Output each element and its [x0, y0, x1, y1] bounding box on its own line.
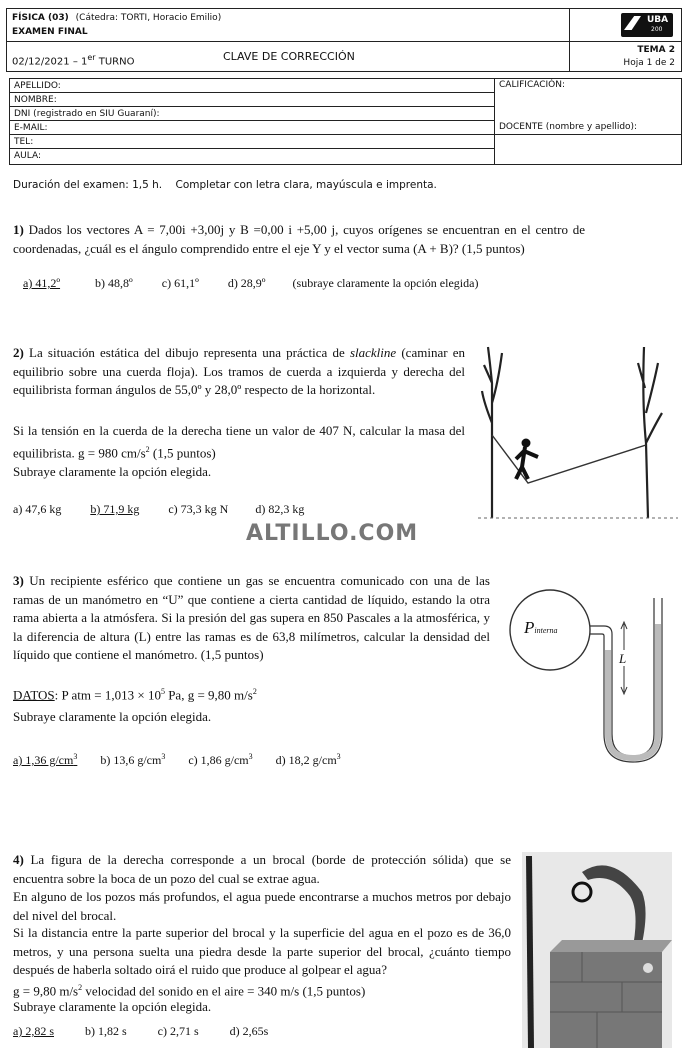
- q2-instruction: Subraye claramente la opción elegida.: [13, 464, 212, 479]
- instructions: Duración del examen: 1,5 h. Completar con letra clara, mayúscula e imprenta.: [13, 179, 437, 191]
- catedra: (Cátedra: TORTI, Horacio Emilio): [75, 13, 222, 23]
- field-calificacion[interactable]: CALIFICACIÓN:: [499, 80, 566, 90]
- u-tube-inner: [590, 598, 662, 762]
- right-tree: [638, 347, 662, 518]
- q3-unit-a: 3: [73, 752, 78, 761]
- question-2: [13, 344, 465, 400]
- question-1: [13, 221, 585, 258]
- field-dni[interactable]: DNI (registrado en SIU Guaraní):: [10, 107, 494, 121]
- brocal-top: [550, 940, 672, 952]
- field-tel[interactable]: TEL:: [10, 135, 494, 149]
- date-turno: [12, 53, 134, 67]
- field-nombre[interactable]: NOMBRE:: [10, 93, 494, 107]
- u-tube-outer: [590, 598, 654, 756]
- q3-option-b-text: b) 13,6 g/cm: [100, 753, 162, 767]
- course-name: FÍSICA (03): [12, 13, 69, 23]
- q1-number: 1): [13, 222, 24, 237]
- q4-text2: En alguno de los pozos más profundos, el agua puede encontrarse a muchos metros por debajo del nivel del brocal.: [13, 889, 511, 923]
- slackline-rope: [492, 435, 646, 483]
- datos-sup: 5: [160, 687, 165, 696]
- q3-option-c-text: c) 1,86 g/cm: [188, 753, 249, 767]
- question-3: [13, 572, 490, 665]
- q4-instruction: Subraye claramente la opción elegida.: [13, 999, 212, 1014]
- hoja: Hoja 1 de 2: [623, 58, 675, 68]
- q3-option-a-text: a) 1,36 g/cm: [13, 753, 74, 767]
- q3-option-d-text: d) 18,2 g/cm: [275, 753, 337, 767]
- field-docente[interactable]: DOCENTE (nombre y apellido):: [499, 122, 638, 132]
- q4-option-a[interactable]: a) 2,82 s: [13, 1024, 54, 1038]
- q2-option-b[interactable]: b) 71,9 kg: [90, 502, 140, 516]
- q3-unit-c: 3: [248, 752, 253, 761]
- q1-option-d[interactable]: d) 28,9º: [227, 276, 266, 290]
- exam-header: [6, 8, 682, 72]
- diagram-l-label: L: [619, 651, 627, 666]
- q4-options: [13, 1024, 268, 1039]
- logo-text: UBA: [647, 15, 669, 25]
- q2-options: [13, 502, 304, 517]
- q2-number: 2): [13, 345, 24, 360]
- q3-unit-d: 3: [336, 752, 341, 761]
- q3-option-d[interactable]: [276, 753, 341, 767]
- q4-text1: La figura de la derecha corresponde a un brocal (borde de protección sólida) que se encuentra sobre la boca de un pozo del cual se extrae agua.: [13, 852, 511, 886]
- field-aula[interactable]: AULA:: [14, 151, 41, 161]
- q3-option-c[interactable]: [188, 753, 252, 767]
- q2-text-em: slackline: [349, 345, 397, 360]
- q3-number: 3): [13, 573, 24, 588]
- left-tree: [482, 347, 502, 518]
- student-form: [9, 78, 682, 165]
- q2-text-a: La situación estática del dibujo representa una práctica de: [23, 345, 350, 360]
- q4-option-c[interactable]: c) 2,71 s: [157, 1024, 199, 1038]
- datos-sup2: 2: [252, 687, 257, 696]
- q3-instruction: Subraye claramente la opción elegida.: [13, 709, 212, 724]
- q1-option-b[interactable]: b) 48,8º: [95, 276, 133, 290]
- flower: [643, 963, 653, 973]
- q3-options: [13, 752, 341, 768]
- uba-logo: [621, 13, 673, 37]
- q1-option-c[interactable]: c) 61,1º: [161, 276, 199, 290]
- q1-text: Dados los vectores A = 7,00i +3,00j y B =0,00 i +5,00 j, cuyos orígenes se encuentran en el centro de coordenadas, ¿cuál es el ángulo comprendido entre el eje Y y el vector suma (A + B)? (1,5 puntos): [13, 222, 585, 256]
- q3-option-b[interactable]: [100, 753, 165, 767]
- q2-option-a[interactable]: a) 47,6 kg: [13, 502, 62, 516]
- exam-type: EXAMEN FINAL: [12, 27, 88, 37]
- q4-sound: velocidad del sonido en el aire = 340 m/s (1,5 puntos): [82, 983, 366, 999]
- q2-text2: Si la tensión en la cuerda de la derecha tiene un valor de 407 N, calcular la masa del equilibrista. g = 980 cm/s: [13, 423, 465, 460]
- q4-g: g = 9,80 m/s: [13, 983, 79, 999]
- walker-figure: [516, 439, 538, 479]
- tema: TEMA 2: [637, 45, 675, 55]
- well-photo: [522, 852, 672, 1048]
- q1-option-a[interactable]: a) 41,2º: [23, 276, 61, 290]
- q2-option-c[interactable]: c) 73,3 kg N: [168, 502, 229, 516]
- q4-sup: 2: [78, 983, 83, 992]
- p-symbol: P: [524, 618, 535, 637]
- q3-text: Un recipiente esférico que contiene un gas se encuentra comunicado con una de las ramas de un manómetro en “U” que contiene a cierta cantidad de líquido, estando la otra rama abierta a la atmósfera. Si la presión del gas supera en 850 Pascales a la atmosférica, y la diferencia de altura (L) entre las ramas es de 63,8 milímetros, calcular la densidad del líquido que contiene el manómetro. (1,5 puntos): [13, 573, 490, 663]
- p-subscript: interna: [534, 626, 558, 635]
- datos-label: DATOS: [13, 687, 55, 703]
- field-apellido[interactable]: APELLIDO:: [10, 79, 494, 93]
- datos-end: Pa, g = 9,80 m/s: [164, 687, 253, 703]
- q4-option-d[interactable]: d) 2,65s: [229, 1024, 269, 1038]
- diagram-p-label: [524, 618, 558, 638]
- logo-sub: 200: [651, 26, 663, 33]
- course-line: [12, 13, 221, 23]
- q2-option-d[interactable]: d) 82,3 kg: [255, 502, 305, 516]
- header-divider: [7, 41, 681, 42]
- slackline-illustration: [478, 343, 678, 523]
- turno: TURNO: [95, 56, 135, 68]
- q1-options: [23, 276, 563, 291]
- datos-text: : P atm = 1,013 × 10: [54, 687, 161, 703]
- q3-unit-b: 3: [161, 752, 166, 761]
- manometer-liquid: [605, 624, 661, 761]
- question-4: [13, 851, 511, 888]
- q2-statement: [13, 422, 465, 463]
- q3-option-a[interactable]: [13, 753, 77, 767]
- q3-datos: [13, 683, 257, 705]
- q1-note: (subraye claramente la opción elegida): [292, 276, 479, 290]
- watermark: ALTILLO.COM: [246, 521, 419, 546]
- turno-sup: er: [87, 53, 96, 62]
- manometer-diagram: [506, 584, 686, 766]
- logo-mark: [624, 16, 641, 30]
- exam-date: 02/12/2021 – 1: [12, 56, 88, 68]
- field-email[interactable]: E-MAIL:: [10, 121, 681, 135]
- q4-text3: Si la distancia entre la parte superior del brocal y la superficie del agua en el pozo es de 36,0 metros, y una persona suelta una piedra desde la parte superior del brocal, ¿cuánto tiempo después de haberla soltado oirá el ruido que produce al golpear el agua?: [13, 925, 511, 978]
- q2-text2-end: (1,5 puntos): [149, 444, 216, 460]
- q4-number: 4): [13, 852, 24, 867]
- q2-sup: 2: [145, 444, 150, 454]
- q2-text-b: (caminar en equilibrio sobre una cuerda floja). Los tramos de cuerda a izquierda y derecha del equilibrista forman ángulos de 55,0º y 28,0º respecto de la horizontal.: [13, 345, 465, 398]
- header-vdivider: [569, 9, 570, 71]
- document-title: CLAVE DE CORRECCIÓN: [223, 50, 355, 63]
- q4-option-b[interactable]: b) 1,82 s: [85, 1024, 127, 1038]
